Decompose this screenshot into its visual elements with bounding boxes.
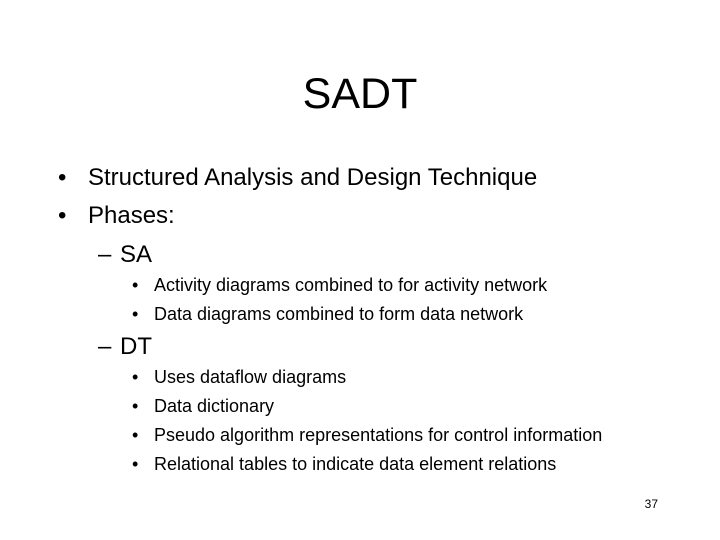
sub-bullet-item xyxy=(132,452,556,476)
bullet-marker: • xyxy=(132,367,139,387)
bullet-item xyxy=(58,163,537,193)
dash-marker: – xyxy=(98,333,112,360)
page-number: 37 xyxy=(644,497,658,511)
sub-bullet-text: Uses dataflow diagrams xyxy=(154,367,347,387)
sub-bullet-text: Pseudo algorithm representations for control information xyxy=(154,425,603,445)
phase-label: DT xyxy=(120,333,152,360)
sub-bullet-item xyxy=(132,365,346,389)
sub-bullet-item xyxy=(132,394,274,418)
bullet-marker: • xyxy=(132,454,139,474)
bullet-marker: • xyxy=(132,304,139,324)
bullet-text: Phases: xyxy=(88,202,175,229)
sub-bullet-item xyxy=(132,302,523,326)
sub-bullet-item xyxy=(132,423,602,447)
bullet-text: Structured Analysis and Design Technique xyxy=(88,164,538,191)
bullet-marker: • xyxy=(58,164,67,191)
slide-title: SADT xyxy=(302,70,418,118)
bullet-item xyxy=(58,201,175,231)
phase-item-dt xyxy=(98,332,152,362)
sub-bullet-text: Relational tables to indicate data element relations xyxy=(154,454,557,474)
sub-bullet-text: Activity diagrams combined to for activity network xyxy=(154,275,548,295)
sub-bullet-text: Data diagrams combined to form data network xyxy=(154,304,524,324)
dash-marker: – xyxy=(98,241,112,268)
bullet-marker: • xyxy=(58,202,67,229)
sub-bullet-item xyxy=(132,273,547,297)
sub-bullet-text: Data dictionary xyxy=(154,396,275,416)
bullet-marker: • xyxy=(132,275,139,295)
bullet-marker: • xyxy=(132,425,139,445)
bullet-marker: • xyxy=(132,396,139,416)
phase-item-sa xyxy=(98,240,152,270)
phase-label: SA xyxy=(120,241,153,268)
